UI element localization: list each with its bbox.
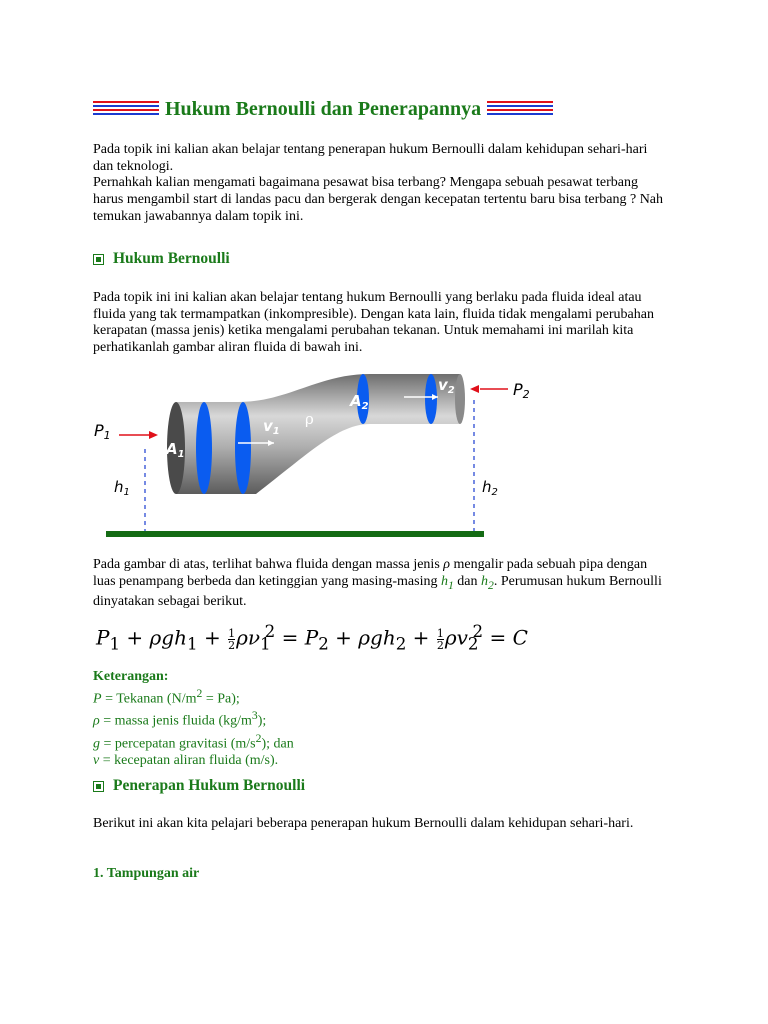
- decorative-stripes-right-icon: [487, 100, 553, 118]
- legend-label: Keterangan:: [93, 669, 169, 684]
- cross-section-b1: [235, 402, 251, 494]
- h1-symbol: $h_1$: [440, 573, 454, 592]
- square-bullet-icon: [93, 781, 104, 792]
- section-heading-hukum-bernoulli: [93, 250, 230, 268]
- h2-symbol: $h_2$: [481, 573, 494, 592]
- section-heading-text: Penerapan Hukum Bernoulli: [113, 777, 306, 794]
- legend-item-pressure: P = Tekanan $(N/m^2 = Pa)$;: [93, 686, 240, 707]
- bernoulli-pipe-diagram: [88, 366, 548, 546]
- label-a2: $A_2$: [350, 392, 369, 412]
- square-bullet-icon: [93, 254, 104, 265]
- intro-line-2: Pernahkah kalian mengamati bagaimana pesawat bisa terbang? Mengapa sebuah pesawat terbang harus mengambil start di landas pacu dan bergerak dengan kecepatan tertentu baru bisa terbang ? Nah temukan jawabannya dalam topik ini.: [93, 175, 664, 224]
- explain-paragraph: Pada gambar di atas, terlihat bahwa fluida dengan massa jenis ρ mengalir pada sebuah pipa dengan luas penampang berbeda dan ketinggian yang masing-masing $h_1$ dan $h_2$. Perumusan hukum Bernoulli dinyatakan sebagai berikut.: [93, 557, 662, 610]
- label-a1: $A_1$: [166, 440, 185, 460]
- label-p2: P2: [513, 380, 530, 401]
- section-heading-text: Hukum Bernoulli: [113, 250, 230, 267]
- intro-line-1: Pada topik ini kalian akan belajar tentang penerapan hukum Bernoulli dalam kehidupan sehari-hari dan teknologi.: [93, 142, 648, 174]
- label-p1: P1: [94, 421, 111, 442]
- legend-keterangan: [93, 669, 294, 770]
- legend-item-gravity: g = percepatan gravitasi $(m/s^2)$; dan: [93, 731, 294, 752]
- bernoulli-equation: $P_1 + \rho gh_1$ + $\frac{1}{2}$ $\rho\nu_1^2 = P_2 + \rho gh_2$ + $\frac{1}{2}$ $\rho v_2^2 = C$: [96, 622, 528, 654]
- legend-item-density: ρ = massa jenis fluida $(kg/m^3)$;: [93, 709, 267, 729]
- label-rho: ρ: [305, 410, 314, 428]
- label-v2: $v_2$: [438, 376, 455, 396]
- label-h1: $h_1$: [114, 478, 130, 498]
- cross-section-a1: [196, 402, 212, 494]
- subheading-tampungan-air: 1. Tampungan air: [93, 866, 200, 881]
- decorative-stripes-left-icon: [93, 100, 159, 118]
- section2-paragraph: Berikut ini akan kita pelajari beberapa penerapan hukum Bernoulli dalam kehidupan sehari-hari.: [93, 816, 634, 831]
- cross-section-b2: [425, 374, 437, 424]
- legend-item-velocity: v = kecepatan aliran fluida (m/s).: [93, 753, 279, 769]
- ground-line: [106, 531, 484, 537]
- section1-paragraph: Pada topik ini ini kalian akan belajar tentang hukum Bernoulli yang berlaku pada fluida ideal atau fluida yang tak termampatkan (inkompresible). Dengan kata lain, fluida tidak mengalami perubahan kerapatan (massa jenis) ketika mengalami perubahan tekanan. Untuk memahami ini marilah kita perhatikanlah gambar aliran fluida di bawah ini.: [93, 290, 654, 356]
- label-v1: $v_1$: [263, 417, 280, 437]
- title-row: [93, 96, 553, 122]
- page-title: Hukum Bernoulli dan Penerapannya: [165, 97, 482, 120]
- intro-paragraph: [93, 142, 668, 226]
- label-h2: $h_2$: [482, 478, 498, 498]
- section-heading-penerapan: [93, 777, 305, 795]
